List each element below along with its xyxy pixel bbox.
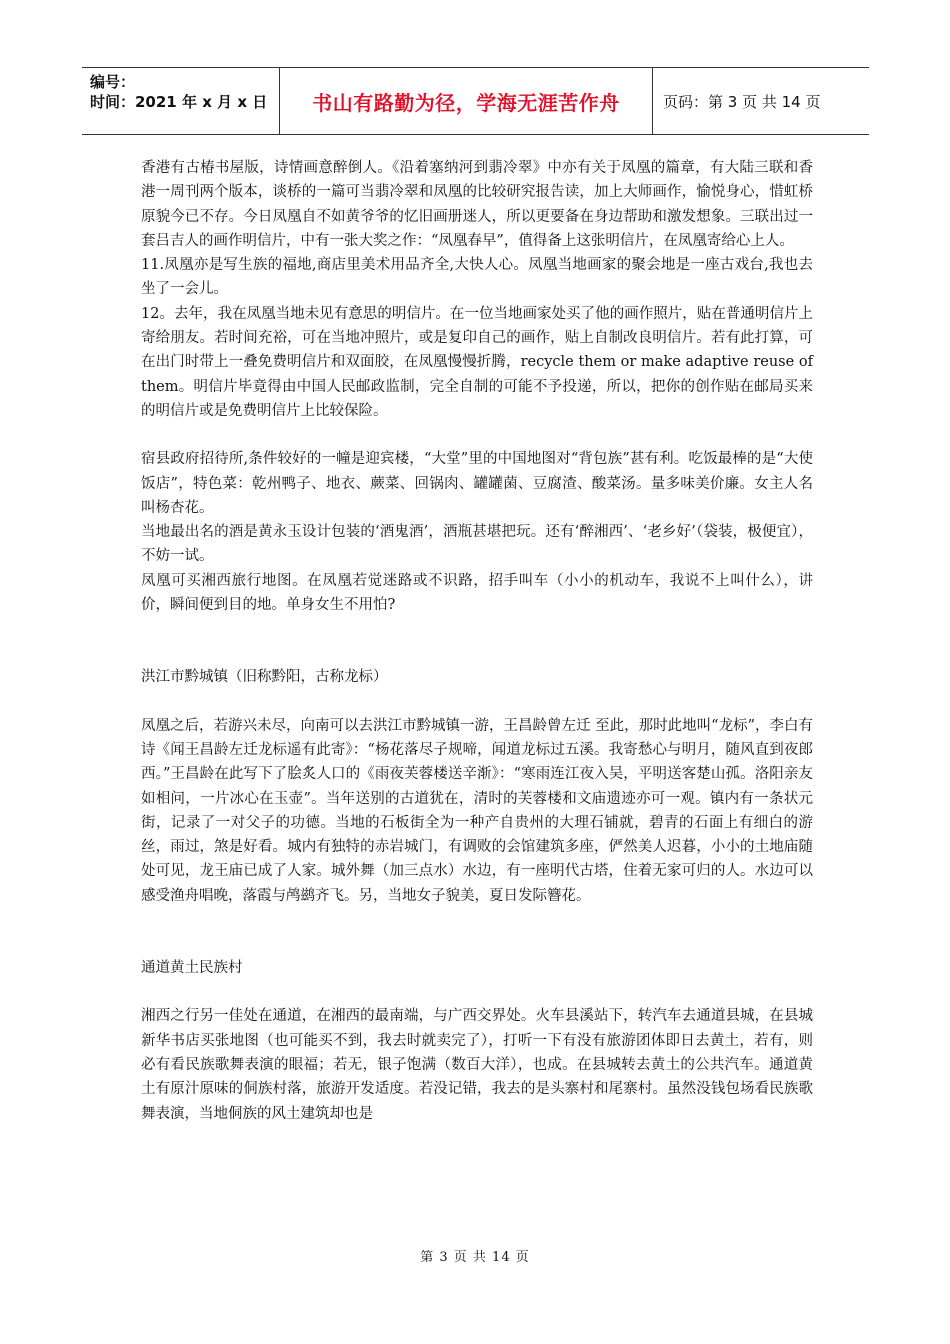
header-motto: 书山有路勤为径，学海无涯苦作舟	[312, 90, 620, 115]
paragraph-liquor: 当地最出名的酒是黄永玉设计包装的‘酒鬼酒’，酒瓶甚堪把玩。还有‘醉湘西’、‘老乡好’（袋装，极便宜），不妨一试。	[141, 524, 813, 565]
page-footer: 第 3 页 共 14 页	[420, 1250, 530, 1265]
paragraph-item-11: 11.凤凰亦是写生族的福地,商店里美术用品齐全,大快人心。凤凰当地画家的聚会地是一座古戏台,我也去坐了一会儿。	[141, 257, 813, 298]
paragraph-item-12: 12。去年，我在凤凰当地未见有意思的明信片。在一位当地画家处买了他的画作照片，贴在普通明信片上寄给朋友。若时间充裕，可在当地冲照片，或是复印自己的画作，贴上自制改良明信片。若有此打算，可在出门时带上一叠免费明信片和双面胶，在凤凰慢慢折腾，recycle them or make adaptive reuse of them。明信片毕竟得由中国人民邮政监制，完全自制的可能不予投递，所以，把你的创作贴在邮局买来的明信片或是免费明信片上比较保险。	[141, 305, 818, 419]
paragraph-map-taxi: 凤凰可买湘西旅行地图。在凤凰若觉迷路或不识路，招手叫车（小小的机动车，我说不上叫什么），讲价，瞬间便到目的地。单身女生不用怕?	[141, 572, 813, 614]
header-meta	[82, 68, 280, 134]
section-heading-qiancheng: 洪江市黔城镇（旧称黔阳，古称龙标）	[141, 669, 388, 686]
paragraph-lodging: 宿县政府招待所,条件较好的一幢是迎宾楼，“大堂”里的中国地图对“背包族”甚有利。吃饭最棒的是“大使饭店”，特色菜：乾州鸭子、地衣、蕨菜、回锅肉、罐罐菌、豆腐渣、酸菜汤。量多味美价廉。女主人名叫杨杏花。	[141, 451, 813, 516]
page-header	[82, 67, 869, 135]
section-heading-tongdao: 通道黄土民族村	[141, 960, 243, 977]
document-body	[141, 156, 818, 1126]
document-date-label: 时间：2021 年 x 月 x 日	[90, 93, 268, 111]
paragraph-hongkong-edition: 香港有古椿书屋版，诗情画意醉倒人。《沿着塞纳河到翡冷翠》中亦有关于凤凰的篇章，有大陆三联和香港一周刊两个版本，谈桥的一篇可当翡冷翠和凤凰的比较研究报告读，加上大师画作，愉悦身心，惜虹桥原貌今已不存。今日凤凰自不如黄爷爷的忆旧画册迷人，所以更要备在身边帮助和激发想象。三联出过一套吕吉人的画作明信片，中有一张大奖之作：“凤凰春早”，值得备上这张明信片，在凤凰寄给心上人。	[141, 160, 813, 249]
paragraph-tongdao: 湘西之行另一佳处在通道，在湘西的最南端，与广西交界处。火车县溪站下，转汽车去通道县城，在县城新华书店买张地图（也可能买不到，我去时就卖完了），打听一下有没有旅游团体即日去黄土，若有，则必有看民族歌舞表演的眼福；若无，银子饱满（数百大洋），也成。在县城转去黄土的公共汽车。通道黄土有原汁原味的侗族村落，旅游开发适度。若没记错，我去的是头寨村和尾寨村。虽然没钱包场看民族歌舞表演，当地侗族的风土建筑却也是	[141, 1008, 813, 1122]
paragraph-qiancheng: 凤凰之后，若游兴未尽，向南可以去洪江市黔城镇一游，王昌龄曾左迁 至此，那时此地叫“龙标”，李白有诗《闻王昌龄左迁龙标遥有此寄》：“杨花落尽子规啼，闻道龙标过五溪。我寄愁心与明月，随风直到夜郎西。”王昌龄在此写下了脍炙人口的《雨夜芙蓉楼送辛渐》：“寒雨连江夜入吴，平明送客楚山孤。洛阳亲友如相问，一片冰心在玉壶”。当年送别的古道犹在，清时的芙蓉楼和文庙遗迹亦可一观。镇内有一条状元街，记录了一对父子的功德。当地的石板街全为一种产自贵州的大理石铺就，碧青的石面上有细白的游丝，雨过，煞是好看。城内有独特的赤岩城门，有调败的会馆建筑多座，俨然美人迟暮，小小的土地庙随处可见，龙王庙已成了人家。城外舞（加三点水）水边，有一座明代古塔，住着无家可归的人。水边可以感受渔舟唱晚，落霞与鸬鹚齐飞。另，当地女子貌美，夏日发际簪花。	[141, 717, 813, 904]
header-page-number: 页码：第 3 页 共 14 页	[663, 92, 821, 111]
header-motto-cell	[280, 68, 653, 134]
document-number-label: 编号：	[90, 73, 136, 91]
header-page-cell	[653, 68, 869, 134]
